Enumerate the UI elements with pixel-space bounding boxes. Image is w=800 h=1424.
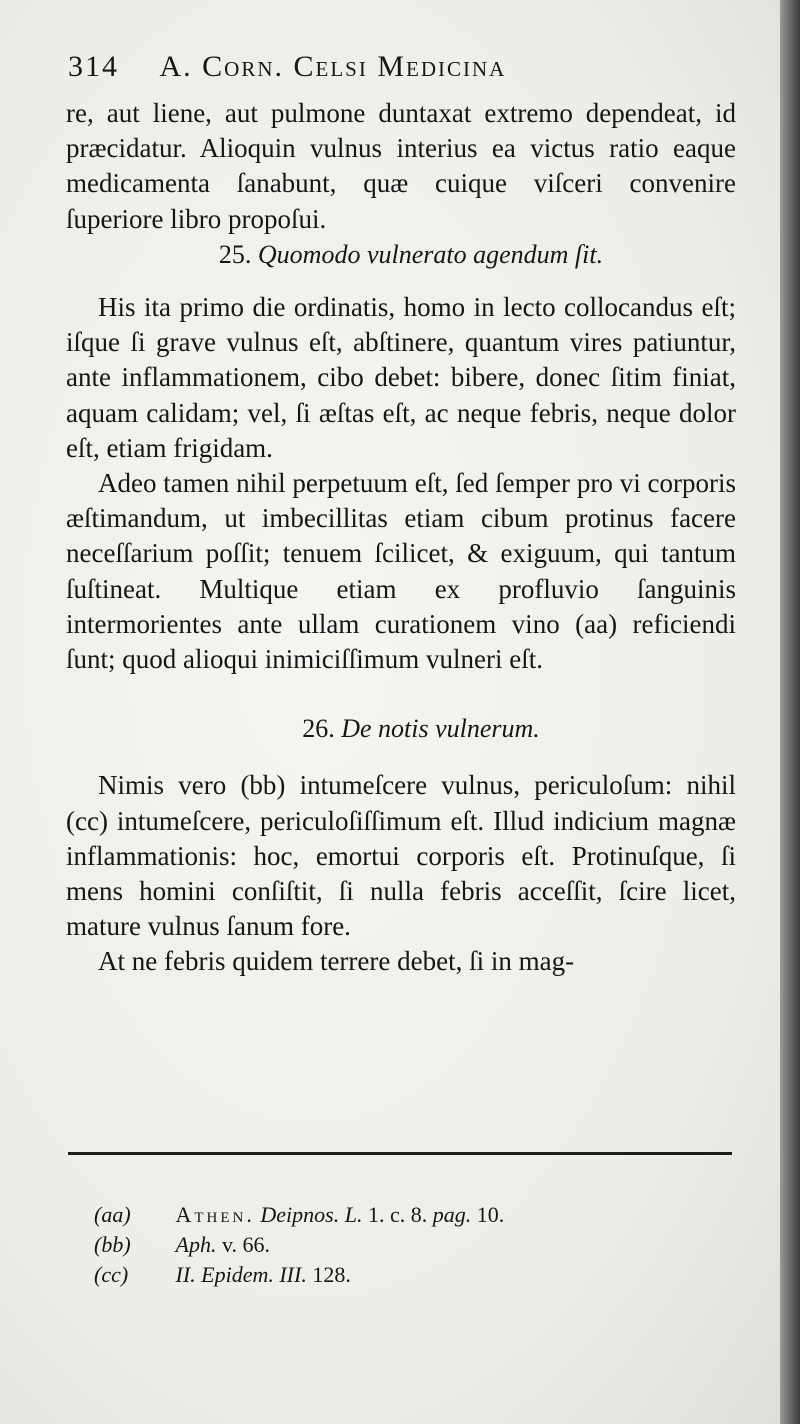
footnote-mark: (cc): [94, 1262, 129, 1287]
footnote-ref: v. 66.: [221, 1232, 271, 1257]
footnote-page: 10.: [476, 1202, 505, 1227]
footnotes: [94, 1200, 734, 1290]
footnote-author: Athen.: [175, 1202, 255, 1227]
footnote-work: Deipnos. L.: [260, 1202, 363, 1227]
page-edge-shadow: [780, 0, 800, 1424]
footnote-work: Aph.: [175, 1232, 217, 1257]
paragraph: At ne febris quidem terrere debet, ſi in mag-: [98, 946, 575, 977]
footnote-cc: [94, 1260, 734, 1290]
footnote-page-label: pag.: [432, 1202, 472, 1227]
footnote-mark: (aa): [94, 1202, 131, 1227]
section-heading-25: [66, 237, 736, 272]
body-text: [66, 96, 736, 980]
section-title: Quomodo vulnerato agendum ſit.: [257, 239, 604, 269]
paragraph-continuation: re, aut liene, aut pulmone duntaxat extremo dependeat, id præcidatur. Alioquin vulnus interius ea victus ratio eaque medicamenta ſanabunt, quæ cuique viſceri convenire ſuperiore libro propoſui.: [66, 98, 736, 234]
footnote-work: II. Epidem. III.: [175, 1262, 307, 1287]
paragraph: Nimis vero (bb) intumeſcere vulnus, periculoſum: nihil (cc) intumeſcere, periculoſiſſimum eſt. Illud indicium magnæ inflammationis: hoc, emortui corporis eſt. Protinuſque, ſi mens homini conſiſtit, ſi nulla febris acceſſit, ſcire licet, mature vulnus ſanum fore.: [66, 770, 736, 942]
section-number: 25.: [218, 239, 252, 269]
section-heading-26: [66, 711, 736, 746]
footnote-rule: [68, 1152, 732, 1155]
section-title: De notis vulnerum.: [341, 714, 540, 744]
footnote-aa: [94, 1200, 734, 1230]
footnote-mark: (bb): [94, 1232, 131, 1257]
footnote-ref: 128.: [312, 1262, 351, 1287]
section-number: 26.: [302, 714, 335, 744]
paragraph: Adeo tamen nihil perpetuum eſt, ſed ſemper pro vi corporis æſtimandum, ut imbecillitas etiam cibum protinus facere neceſſarium poſſit; tenuem ſcilicet, & exiguum, qui tantum ſuſtineat. Multique etiam ex profluvio ſanguinis intermorientes ante ullam curationem vino (aa) reficiendi ſunt; quod alioqui inimiciſſimum vulneri eſt.: [66, 468, 736, 675]
footnote-ref: 1. c. 8.: [367, 1202, 428, 1227]
paragraph: His ita primo die ordinatis, homo in lecto collocandus eſt; iſque ſi grave vulnus eſt, abſtinere, quantum vires patiuntur, ante inflammationem, cibo debet: bibere, donec ſitim finiat, aquam calidam; vel, ſi æſtas eſt, ac neque febris, neque dolor eſt, etiam frigidam.: [66, 292, 736, 463]
running-head: A. Corn. Celsi Medicina: [159, 50, 507, 83]
page-header: [68, 44, 748, 90]
page-number: 314: [68, 50, 119, 83]
footnote-bb: [94, 1230, 734, 1260]
